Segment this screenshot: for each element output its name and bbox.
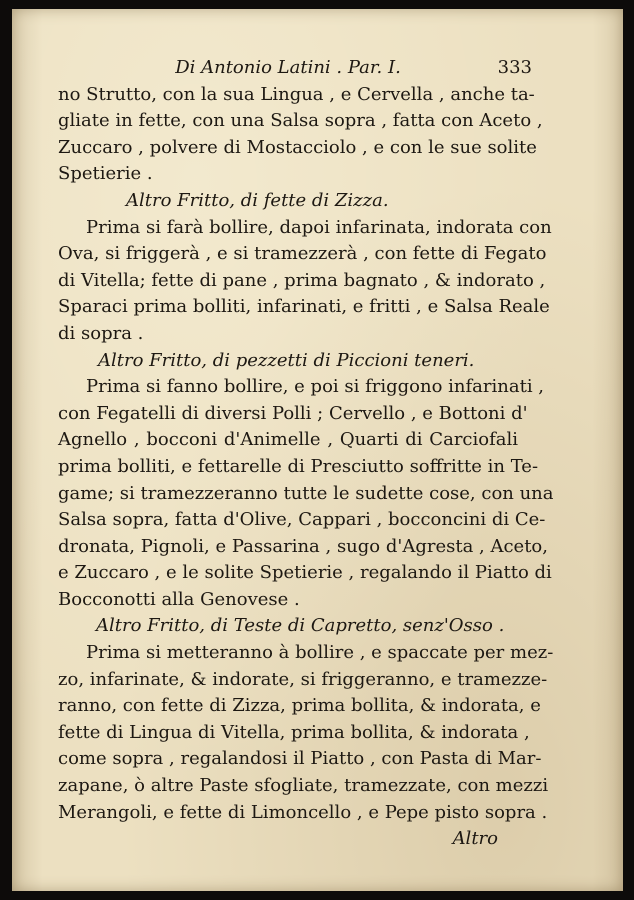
text-line: gliate in fette, con una Salsa sopra , fatta con Aceto , bbox=[58, 110, 543, 132]
page-text-block bbox=[58, 55, 554, 853]
text-line: game; si tramezzeranno tutte le sudette cose, con una bbox=[58, 482, 554, 504]
text-line: Salsa sopra, fatta d'Olive, Cappari , bocconcini di Ce- bbox=[58, 509, 546, 531]
text-line: Spetierie . bbox=[58, 163, 153, 185]
catchword: Altro bbox=[452, 828, 498, 850]
paragraph-3 bbox=[58, 374, 554, 613]
text-line: fette di Lingua di Vitella, prima bollita, & indorata , bbox=[58, 721, 530, 743]
text-line: Zuccaro , polvere di Mostacciolo , e con le sue solite bbox=[58, 136, 537, 158]
text-line: Ova, si friggerà , e si tramezzerà , con fette di Fegato bbox=[58, 243, 547, 265]
section-heading-1: Altro Fritto, di fette di Zizza. bbox=[126, 189, 389, 211]
text-line: di Vitella; fette di pane , prima bagnato , & indorato , bbox=[58, 269, 546, 291]
running-header bbox=[58, 55, 532, 82]
paragraph-4 bbox=[58, 640, 554, 826]
text-line: Prima si farà bollire, dapoi infarinata, indorata con bbox=[86, 216, 552, 238]
text-line: Bocconotti alla Genovese . bbox=[58, 588, 300, 610]
text-line: con Fegatelli di diversi Polli ; Cervello , e Bottoni d' bbox=[58, 402, 528, 424]
text-line: come sopra , regalandosi il Piatto , con Pasta di Mar- bbox=[58, 748, 542, 770]
text-line: no Strutto, con la sua Lingua , e Cervella , anche ta- bbox=[58, 83, 535, 105]
page-number: 333 bbox=[497, 57, 532, 78]
text-line: Merangoli, e fette di Limoncello , e Pepe pisto sopra . bbox=[58, 801, 548, 823]
book-page bbox=[12, 9, 623, 891]
text-line: di sopra . bbox=[58, 322, 144, 344]
text-line: Prima si metteranno à bollire , e spaccate per mez- bbox=[86, 642, 554, 664]
running-head: Di Antonio Latini . Par. I. bbox=[175, 57, 401, 78]
paragraph-2 bbox=[58, 215, 552, 348]
text-line: Agnello , bocconi d'Animelle , Quarti di Carciofali bbox=[58, 429, 518, 451]
text-line: e Zuccaro , e le solite Spetierie , regalando il Piatto di bbox=[58, 562, 552, 584]
text-line: Prima si fanno bollire, e poi si friggono infarinati , bbox=[86, 376, 545, 398]
text-line: Sparaci prima bolliti, infarinati, e fritti , e Salsa Reale bbox=[58, 296, 550, 318]
section-heading-3: Altro Fritto, di Teste di Capretto, senz'Osso . bbox=[96, 615, 505, 637]
text-line: ranno, con fette di Zizza, prima bollita, & indorata, e bbox=[58, 695, 541, 717]
text-line: zo, infarinate, & indorate, si friggeranno, e tramezze- bbox=[58, 668, 548, 690]
text-line: dronata, Pignoli, e Passarina , sugo d'Agresta , Aceto, bbox=[58, 535, 548, 557]
text-line: prima bolliti, e fettarelle di Presciutto soffritte in Te- bbox=[58, 455, 539, 477]
text-line: zapane, ò altre Paste sfogliate, tramezzate, con mezzi bbox=[58, 775, 549, 797]
paragraph-1 bbox=[58, 82, 543, 188]
section-heading-2: Altro Fritto, di pezzetti di Piccioni teneri. bbox=[98, 349, 475, 371]
